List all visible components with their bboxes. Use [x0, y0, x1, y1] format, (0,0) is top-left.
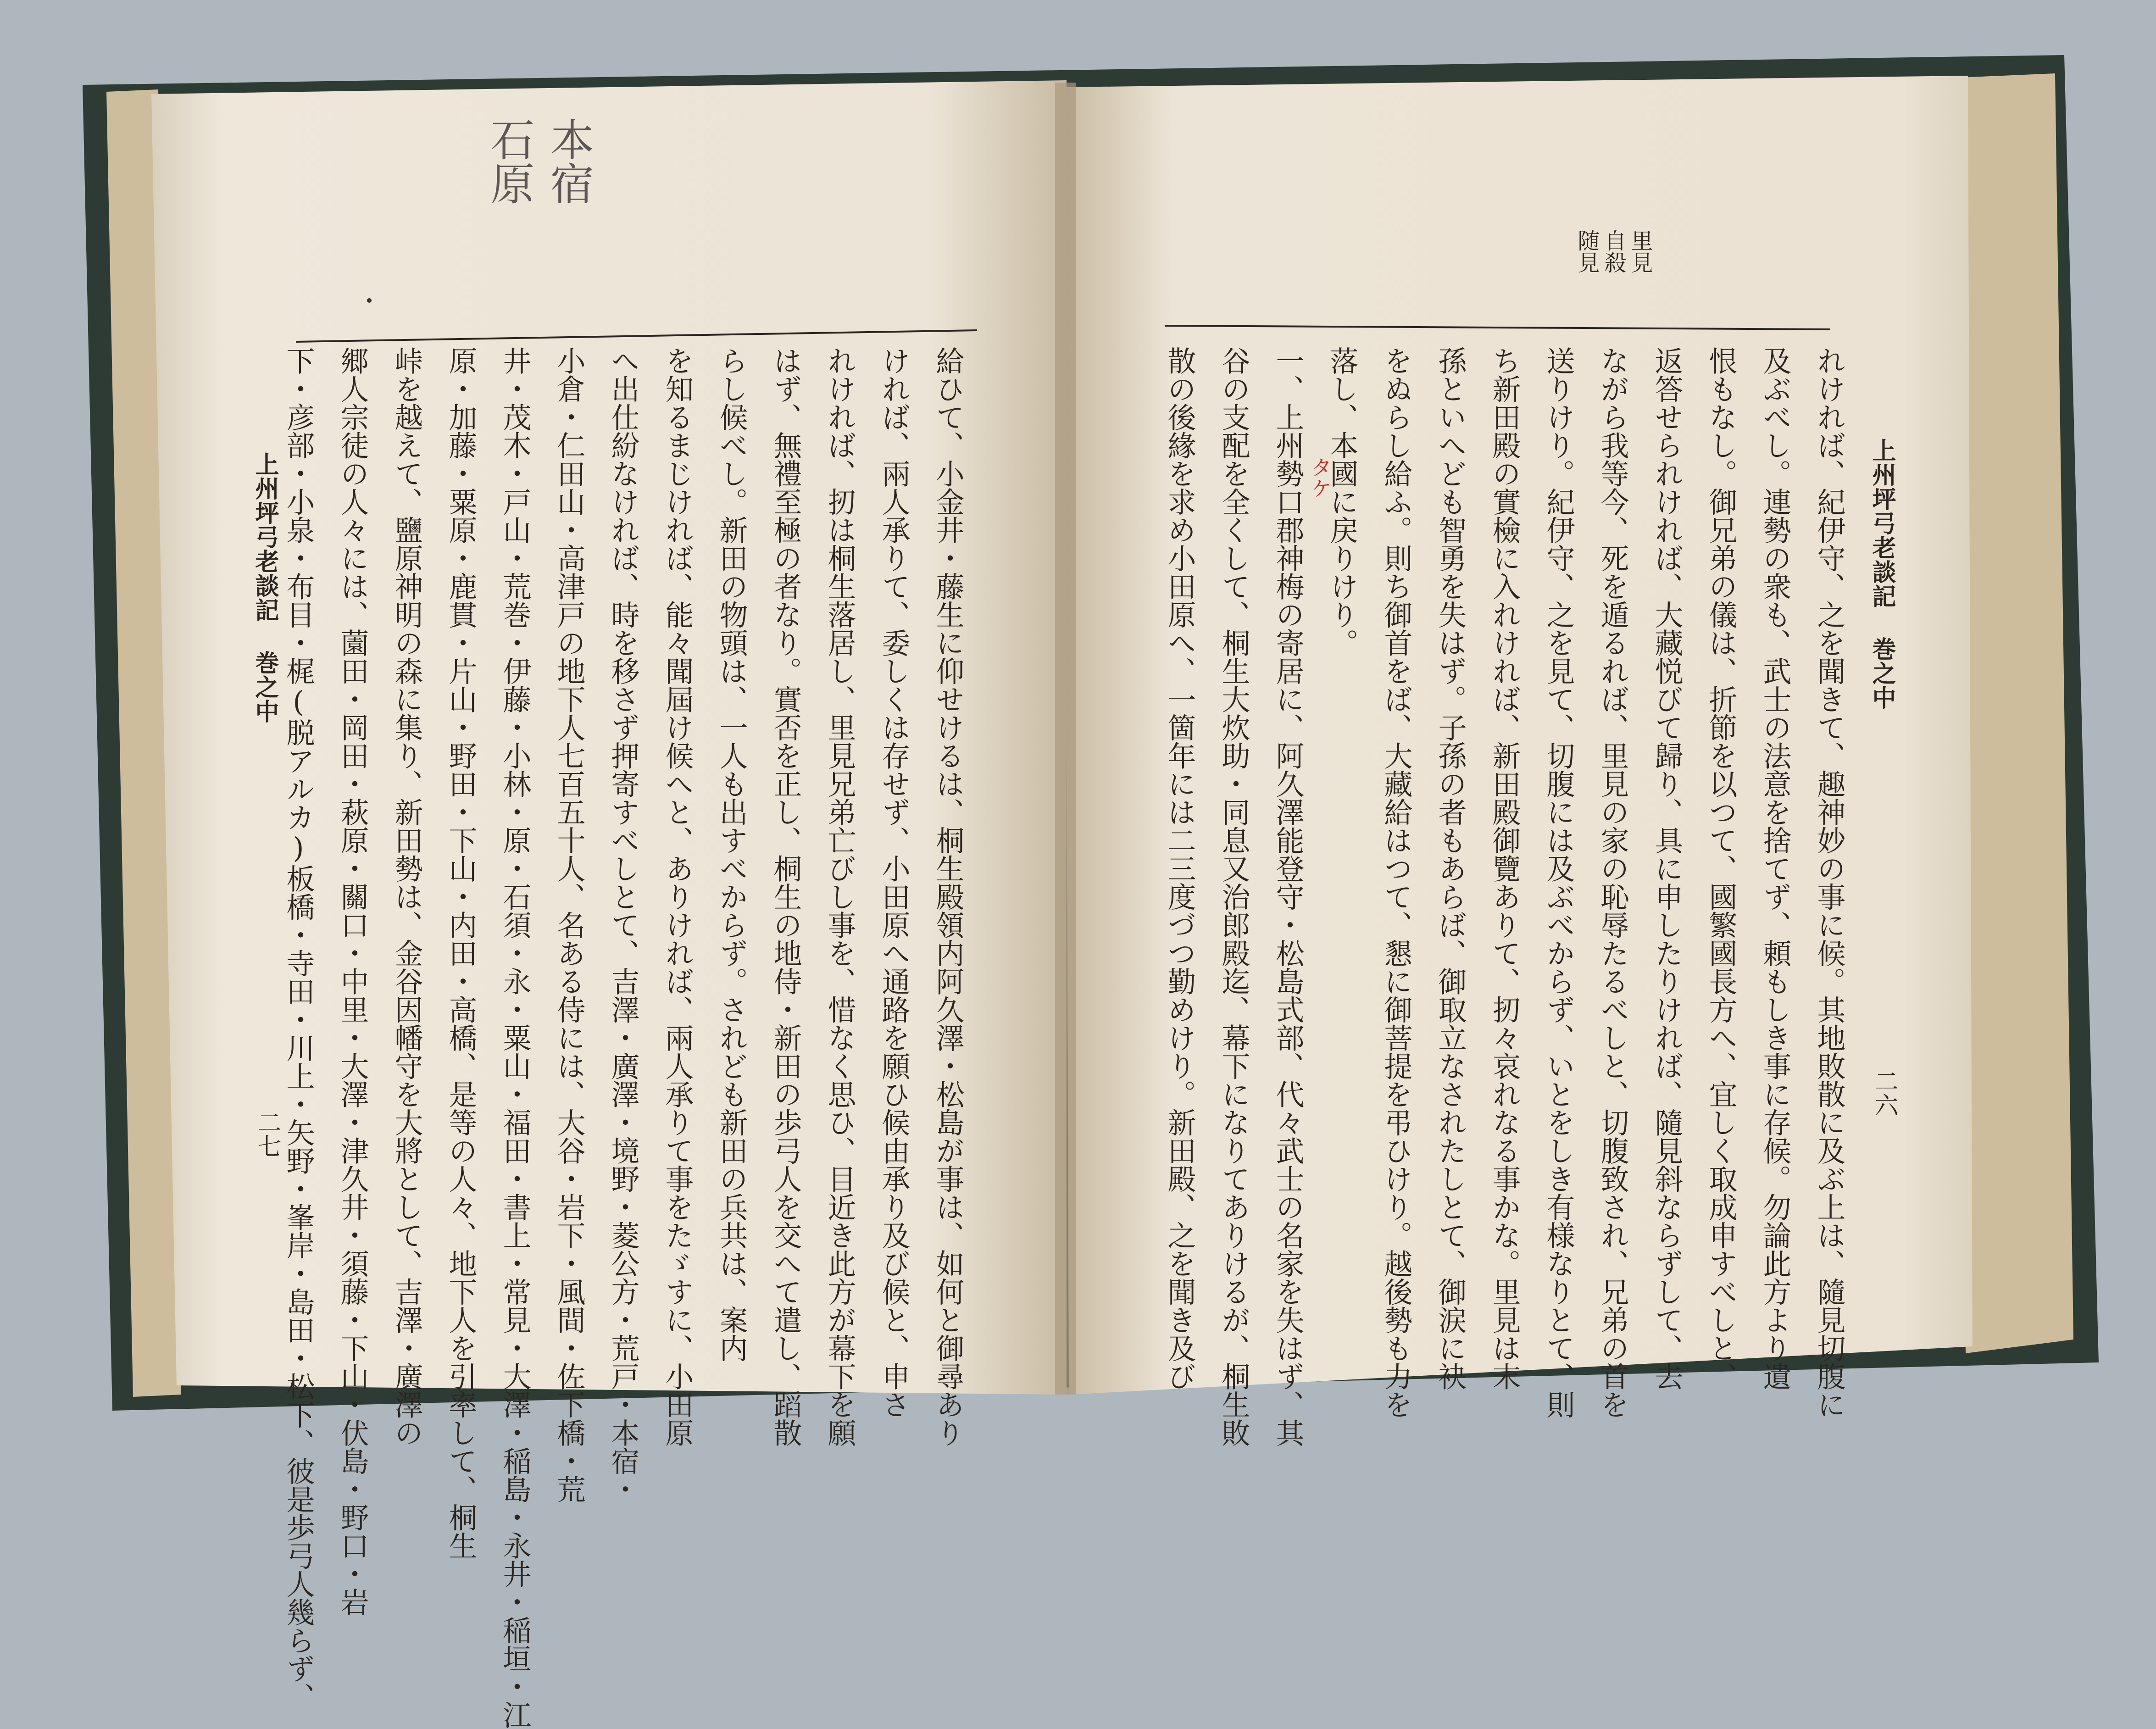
red-annotation: タケ — [1308, 456, 1333, 499]
right-running-head: 上州坪弓老談記 巻之中 — [1868, 438, 1896, 710]
left-page-number: 二七 — [253, 1110, 281, 1158]
left-running-head: 上州坪弓老談記 巻之中 — [251, 452, 279, 723]
right-page-number: 二六 — [1870, 1069, 1898, 1117]
gutter — [1055, 83, 1076, 1395]
handwritten-note: 本宿 石原 — [483, 117, 595, 205]
right-page-body: れければ、紀伊守、之を聞きて、趣神妙の事に候。其地敗散に及ぶ上は、隨見切腹に 及ぶべし。連勢の衆も、武士の法意を捨てず、頼もしき事に存候。勿論此方より遺 恨もなし。御兄弟の儀は、折節を以つて、國繁國長方へ、宜しく取成申すべしと、 返答せられければ、大藏悦びて歸り、具に申したりければ、隨見斜ならずして、去 ながら我等今、死を遁るれば、里見の家の恥辱たるべしと、切腹致され、兄弟の首を 送りけり。紀伊守、之を見て、切腹には及ぶべからず、いとをしき有様なりとて、則 ち新田殿の實檢に入れければ、新田殿御覽ありて、扨々哀れなる事かな。里見は末 孫といへども智勇を失はず。子孫の者もあらば、御取立なされたしとて、御涙に袂 をぬらし給ふ。則ち御首をば、大藏給はつて、懇に御菩提を弔ひけり。越後勢も力を 落し、本國に戻りけり。 一、上州勢口郡神梅の寄居に、阿久澤能登守・松島式部、代々武士の名家を失はず、其 谷の支配を全くして、桐生大炊助・同息又治郎殿迄、幕下になりてありけるが、桐生敗 散の後緣を求め小田原へ、一箇年には二三度づつ勤めけり。新田殿、之を聞き及び — [1163, 346, 1846, 1447]
ink-dot — [367, 298, 372, 303]
left-page-body: 給ひて、小金井・藤生に仰せけるは、桐生殿領内阿久澤・松島が事は、如何と御尋あり ければ、兩人承りて、委しくは存せず、小田原へ通路を願ひ候由承り及び候と、申さ れければ、扨は桐生落居し、里見兄弟亡びし事を、惜なく思ひ、目近き此方が幕下を願 はず、無禮至極の者なり。實否を正し、桐生の地侍・新田の歩弓人を交へて遣し、蹈散 らし候べし。新田の物頭は、一人も出すべからず。されども新田の兵共は、案内 を知るまじければ、能々聞屆け候へと、ありければ、兩人承りて事をたゞすに、小田原 へ出仕紛なければ、時を移さず押寄すべしとて、吉澤・廣澤・境野・菱公方・荒戸・本宿・ 小倉・仁田山・高津戸の地下人七百五十人、名ある侍には、大谷・岩下・風間・佐下橋・荒 井・茂木・戸山・荒巻・伊藤・小林・原・石須・永・粟山・福田・書上・常見・大澤・稲島・永井・稲垣・江 原・加藤・粟原・鹿貫・片山・野田・下山・内田・高橋、是等の人々、地下人を引率して、桐生 峠を越えて、鹽原神明の森に集り、新田勢は、金谷因幡守を大將として、吉澤・廣澤の 郷人宗徒の人々には、薗田・岡田・萩原・關口・中里・大澤・津久井・須藤・下山・伏島・野口・岩 下・彦部・小泉・布目・梶(脱アルカ)板橋・寺田・川上・矢野・峯岸・島田・松下、彼是歩弓人幾らず、 — [282, 346, 965, 1729]
marginal-note: 里見 自殺 随見 — [1574, 229, 1653, 273]
